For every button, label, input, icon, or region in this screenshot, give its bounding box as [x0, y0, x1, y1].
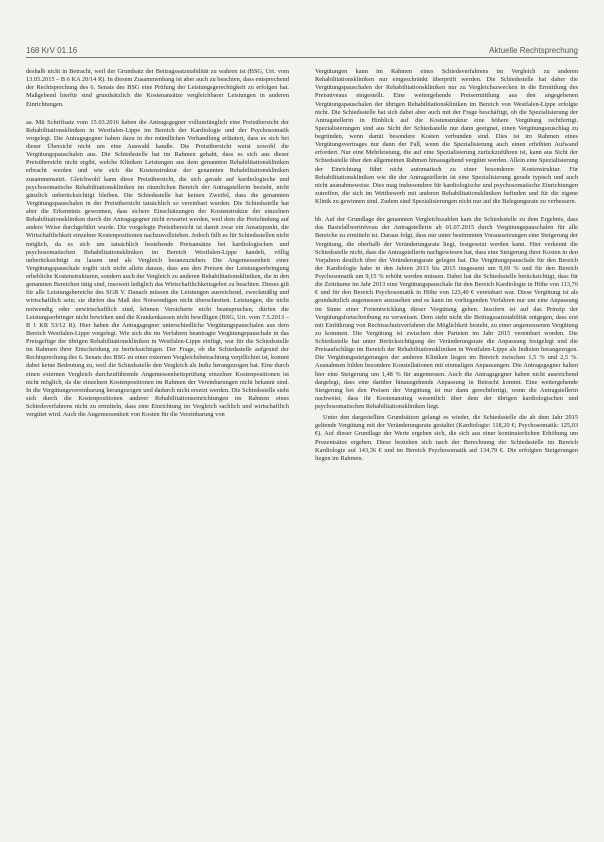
paragraph: deshalb nicht in Betracht, weil der Grundsatz der Beitragssatzstabilität zu wahren ist (BSG, Urt. vom 13.05.2015 – B 6 KA 20/14 R). In diesem Zusammenhang ist aber auch zu beachten, dass entsprechend der Rechtsprechung des 6. Senats des BSG eine Prüfung der Leistungsgerechtigkeit zu erfolgen hat. Maßgebend hierfür sind grundsätzlich die Kostenansätze vergleichbarer Leistungen in anderen Einrichtungen.	[26, 68, 289, 108]
right-column	[315, 68, 578, 463]
page-reference: 168 KrV 01.16	[26, 46, 78, 55]
section-title: Aktuelle Rechtsprechung	[489, 46, 578, 55]
header-rule	[26, 57, 578, 58]
page-header	[26, 44, 578, 58]
paragraph: bb. Auf der Grundlage der genannten Vergleichszahlen kam die Schiedsstelle zu dem Ergebnis, dass das Basisfallwertniveau der Antragstellerin ab 01.07.2015 durch Vergütungspauschalen für alle Bereiche zu ermitteln ist. Daraus folgt, dass nur unter bestimmten Voraussetzungen eine Steigerung der Vergütung, die oberhalb der Veränderungsrate liegt, festgesetzt werden kann. Hier verkennt die Schiedsstelle nicht, dass die Antragstellerin nachgewiesen hat, dass eine Steigerung ihrer Kosten in den Vorjahren deutlich über der Veränderungsrate gelegen hat. Die Vergütungspauschale für den Bereich der Kardiologie habe in den Jahren 2013 bis 2015 insgesamt um 9,69 % und für den Bereich Psychosomatik um 9,15 % erhöht werden müssen. Dabei hat die Schiedsstelle berücksichtigt, dass für die Zeiträume im Jahr 2013 eine Vergütungspauschale für den Bereich Kardiologie in Höhe von 113,76 € und für den Bereich Psychosomatik in Höhe von 123,40 € vereinbart war. Diese Vergütung ist als grundsätzlich angemessen anzusehen und es kann im vorliegenden Verfahren nur um eine Anpassung im Sinne einer Fortentwicklung dieser Vergütung gehen. Insofern ist auf das Prinzip der Vergütungsfortschreibung zu verweisen. Dem steht nicht die Beitragssatzstabilität entgegen, dass erst mit Einführung von Rechtsschutzverfahren die Möglichkeit besteht, zu einer angemessenen Vergütung zu kommen. Die Vergütung ist zwischen den Parteien im Jahr 2015 vereinbart worden. Die Schiedsstelle hat unter Berücksichtigung der Veränderungsrate die Anpassung festgelegt und die Preisaufschläge im Bereich der Rehabilitationskliniken in Westfalen-Lippe als Indizien herangezogen. Die Vergütungssteigerungen der anderen Kliniken liegen im Bereich zwischen 1,5 % und 2,5 %. Ausnahmen bilden besondere Konstellationen mit einmaligen Anpassungen. Die Antragsgegner halten hier eine Steigerung um 1,48 % für angemessen. Auch die Antragsgegner haben nicht ausreichend dargelegt, dass eine darüber hinausgehende Anpassung in Betracht kommt. Eine weitergehende Steigerung bei den Preisen der Vergütung ist nur dann gerechtfertigt, wenn die Antragstellerin nachweist, dass ihr Kostenanstieg wesentlich über dem der übrigen kardiologischen und psychosomatischen Rehabilitationskliniken liegt.	[315, 216, 578, 410]
left-column	[26, 68, 289, 419]
paragraph: Unter den dargestellten Grundsätzen gelangt es wieder, die Schiedsstelle die ab dem Jahr 2015 geltende Vergütung mit der Veränderungsrate gestaltet (Kardiologie: 118,20 €; Psychosomatik: 125,03 €). Auf dieser Grundlage der Werte ergeben sich, die sich aus einer kontinuierlichen Erhöhung um Prozentsätze ergeben. Diese beziehen sich nach der Berechnung der Schiedsstelle im Bereich Kardiologie auf 143,36 € und im Bereich Psychosomatik auf 134,79 €. Die erfolgten Steigerungen liegen im Rahmen.	[315, 414, 578, 462]
paragraph: aa. Mit Schriftsatz vom 15.03.2016 haben die Antragsgegner vollumfänglich eine Preisübersicht der Rehabilitationskliniken in Westfalen-Lippe im Bereich der Kardiologie und der Psychosomatik vorgelegt. Die Antragsgegner haben dazu in der mündlichen Verhandlung erläutert, dass es sich bei dieser Übersicht nicht um eine Auswahl handle. Die Preisübersicht weist sowohl die Vergütungspauschalen aus. Die Schiedsstelle hat im Rahmen gehabt, dass es sich aus dieser Preisübersicht nicht ergibt, welche Kliniken Leistungen aus dem genannten Rehabilitationskliniken erbracht werden und wie sich die Kostenstruktur der genannten Rehabilitationskliniken zusammensetzt. Gleichwohl kann diese Preisübersicht, die sich gerade auf kardiologische und psychosomatische Rehabilitationskliniken im räumlichen Bereich der Antragstellerin bezieht, nicht gänzlich unberücksichtigt bleiben. Die Schiedsstelle hat keinen Zweifel, dass die genannten Vergütungspauschalen in der Preisübersicht tatsächlich so vereinbart wurden. Die Schiedsstelle hat aber die Erkenntnis gewonnen, dass sichere Einschätzungen der Kostenstruktur der einzelnen Rehabilitationskliniken durch die Antragsgegner nicht erwartet werden, weil dem die Preisfindung auf andere Weise durchgeführt wurde. Die vorgelegte Preisübersicht ist damit zwar ein Ansatzpunkt, die Wirtschaftlichkeit einzelner Kostenpositionen nachzuvollziehen. Jedoch fällt es für Schiedsstellen nicht möglich, da es sich um tatsächlich bestehende Preisansätze bei kardiologischen und psychosomatischen Rehabilitationskliniken im Bereich Westfalen-Lippe handelt, völlig unberücksichtigt zu lassen und als Vergleich heranzuziehen. Die Angemessenheit einer Vergütungspauschale ergibt sich nicht allein daraus, dass aus den Preisen der Leistungserbringung erhebliche Kostenstrukturen, sondern auch der Vergleich zu anderen Rehabilitationskliniken, die in den genannten Bereichen tätig sind, insoweit lediglich das Wirtschaftlichkeitsgebot zu beachten. Dieses gilt für alle Leistungsbereiche des SGB V. Danach müssen die Leistungen ausreichend, zweckmäßig und wirtschaftlich sein; sie dürfen das Maß des Notwendigen nicht überschreiten. Leistungen, die nicht notwendig oder unwirtschaftlich sind, können Versicherte nicht beanspruchen, dürfen die Leistungserbringer nicht bewirken und die Krankenkassen nicht bewilligen (BSG, Urt. vom 7.5.2013 – B 1 KR 53/12 R). Hier haben die Antragsgegner unterschiedliche Vergütungspauschalen aus dem Bereich Westfalen-Lippe vorgelegt. Wie sich die im Verfahren beantragte Vergütungspauschale in das Preisgefüge der übrigen Rehabilitationskliniken in Westfalen-Lippe einfügt, war für die Schiedsstelle im Rahmen ihrer Entscheidung zu berücksichtigen. Der Frage, ob die Schiedsstelle aufgrund der Rechtsprechung des 6. Senats des BSG zu einer externen Vergleichsbetrachtung verpflichtet ist, kommt dabei keine Bedeutung zu, weil die Schiedsstelle den Vergleich als Indiz herangezogen hat. Eine durch einen externen Vergleich durchzuführende Angemessenheitsprüfung einzelner Kostenpositionen ist nicht möglich, da die einzelnen Kostenpositionen im Rahmen der Vereinbarungen nicht bekannt sind. In die Vergütungsvereinbarung herangezogen und dadurch nicht ersetzt werden. Die Schiedsstelle sieht sich durch die Kostenpositionen anderer Rehabilitationseinrichtungen im Rahmen eines Schiedsverfahrens nicht zu ermitteln, dass eine Einrichtung im Vergleich sachlich und wirtschaftlich vergütet wird. Auch die Angemessenheit von Kosten für die Vereinbarung von	[26, 118, 289, 419]
paragraph: Vergütungen kann im Rahmen eines Schiedsverfahrens im Vergleich zu anderen Rehabilitationskliniken nur eingeschränkt überprüft werden. Die Schiedsstelle hat daher die Vergütungspauschalen der Rehabilitationskliniken nur zu Vergleichszwecken in die Ermittlung des Preisniveaus eingestellt. Eine weitergehende Preisermittlung aus den angegebenen Vergütungspauschalen der übrigen Rehabilitationskliniken im Bereich von Westfalen-Lippe erfolgte nicht. Die Schiedsstelle hat sich dabei aber auch mit der Frage beschäftigt, ob die Spezialisierung der Antragstellerin in Hinblick auf die Kostenstruktur eine höhere Vergütung rechtfertigt. Spezialisierungen sind aus Sicht der Schiedsstelle nur dann geeignet, einen Vergütungszuschlag zu begründen, wenn damit besondere Kosten verbunden sind. Dies ist im Rahmen eines Vergütungsvertrages nur dann der Fall, wenn die Spezialisierung auch einen erhöhten Aufwand erfordert. Nur eine Mehrleistung, die auf eine Spezialisierung zurückzuführen ist, kann aus Sicht der Schiedsstelle über den allgemeinen Rahmen hinausgehend vergütet werden. Allein eine Spezialisierung der Einrichtung führt nicht automatisch zu einer besonderen Kostenstruktur. Für Rehabilitationskliniken wie die der Antragstellerin ist eine Spezialisierung gerade typisch und auch nicht ausnahmsweise. Dies mag insbesondere für kardiologische und psychosomatische Einrichtungen zutreffen, die sich im Wettbewerb mit anderen Rehabilitationskliniken befinden und für die eigene Klinik zu gewinnen sind. Zudem sind Spezialisierungen nicht nur auf die Belegungsrate zu verbessern.	[315, 68, 578, 205]
